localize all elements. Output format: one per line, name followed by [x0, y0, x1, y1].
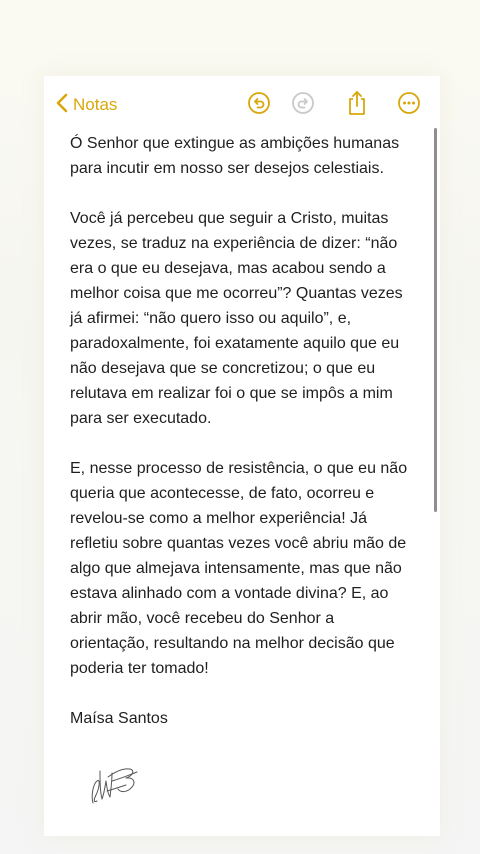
redo-button[interactable] — [290, 92, 316, 118]
handwritten-signature — [90, 759, 150, 811]
note-sheet — [44, 76, 440, 836]
note-paragraph: E, nesse processo de resistência, o que eu não queria que acontecesse, de fato, ocorreu e revelou-se como a melhor experiência! Já refletiu sobre quantas vezes você abriu mão de algo que almejava intensamente, mas que não estava alinhado com a vontade divina? E, ao abrir mão, você recebeu do Senhor a orientação, resultando na melhor decisão que poderia ter tomado! — [70, 460, 408, 677]
more-button[interactable] — [396, 92, 422, 118]
more-icon — [397, 91, 421, 120]
back-label: Notas — [73, 95, 118, 114]
note-body[interactable] — [70, 131, 414, 731]
share-icon — [345, 90, 369, 121]
undo-button[interactable] — [246, 92, 272, 118]
scrollbar[interactable] — [434, 128, 437, 512]
back-button[interactable] — [56, 94, 117, 116]
note-paragraph: Você já percebeu que seguir a Cristo, muitas vezes, se traduz na experiência de dizer: “não era o que eu desejava, mas acabou sendo a melhor coisa que me ocorreu”? Quantas vezes já afirmei: “não quero isso ou aquilo”, e, paradoxalmente, foi exatamente aquilo que eu não desejava que se concretizou; o que eu relutava em realizar foi o que se impôs a mim para ser executado. — [70, 210, 403, 427]
share-button[interactable] — [344, 92, 370, 118]
navigation-bar — [44, 76, 440, 132]
note-paragraph: Ó Senhor que extingue as ambições humanas para incutir em nosso ser desejos celestiais. — [70, 135, 400, 177]
note-author: Maísa Santos — [70, 710, 168, 727]
redo-icon — [291, 91, 315, 120]
chevron-left-icon — [56, 93, 68, 118]
undo-icon — [247, 91, 271, 120]
